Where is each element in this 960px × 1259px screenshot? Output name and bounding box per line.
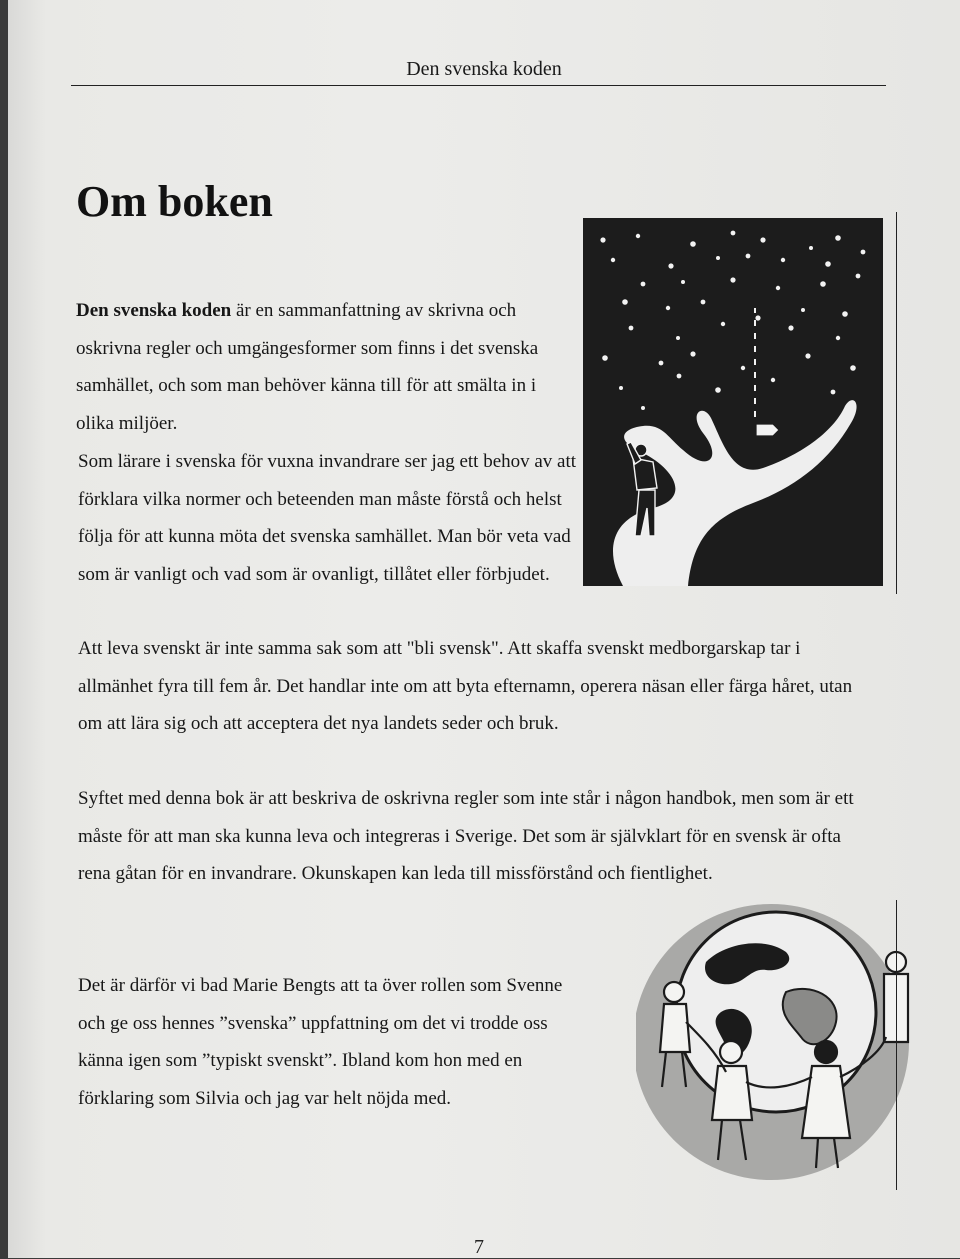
book-title-bold: Den svenska koden	[76, 300, 232, 321]
header-rule	[71, 85, 886, 86]
paragraph-marie-bengts: Det är därför vi bad Marie Bengts att ta över rollen som Svenne och ge oss hennes ”svenska” uppfattning om det vi trodde oss känna igen som ”typiskt svenskt”. Ibland kom hon med en förklaring som Silvia och jag var helt nöjda med.	[78, 975, 563, 1109]
book-page	[8, 0, 960, 1258]
paragraph-intro	[76, 292, 576, 442]
illustration-side-rule-lower	[896, 900, 897, 1190]
illustration-side-rule	[896, 212, 897, 594]
paragraph-teacher: Som lärare i svenska för vuxna invandrare ser jag ett behov av att förklara vilka normer och beteenden man måste förstå och helst följa för att kunna möta det svenska samhället. Man bör veta vad som är vanligt och vad som är ovanligt, tillåtet eller förbjudet.	[78, 451, 577, 585]
page-number: 7	[474, 1236, 484, 1258]
section-title: Om boken	[76, 177, 273, 226]
starry-night-path-illustration-icon	[583, 218, 883, 586]
running-header: Den svenska koden	[406, 58, 562, 80]
paragraph-living-swedish: Att leva svenskt är inte samma sak som att "bli svensk". Att skaffa svenskt medborgarskap tar i allmänhet fyra till fem år. Det handlar inte om att byta efternamn, operera näsan eller färga håret, utan om att lära sig och att acceptera det nya landets seder och bruk.	[78, 638, 853, 735]
children-around-globe-illustration-icon	[636, 902, 914, 1184]
paragraph-intro-text: är en sammanfattning av skrivna och oskrivna regler och umgängesformer som finns i det svenska samhället, och som man behöver känna till för att smälta in i olika miljöer.	[76, 300, 539, 434]
paragraph-purpose: Syftet med denna bok är att beskriva de oskrivna regler som inte står i någon handbok, men som är ett måste för att man ska kunna leva och integreras i Sverige. Det som är självklart för en svensk är ofta rena gåtan för en invandrare. Okunskapen kan leda till missförstånd och fientlighet.	[78, 788, 854, 885]
